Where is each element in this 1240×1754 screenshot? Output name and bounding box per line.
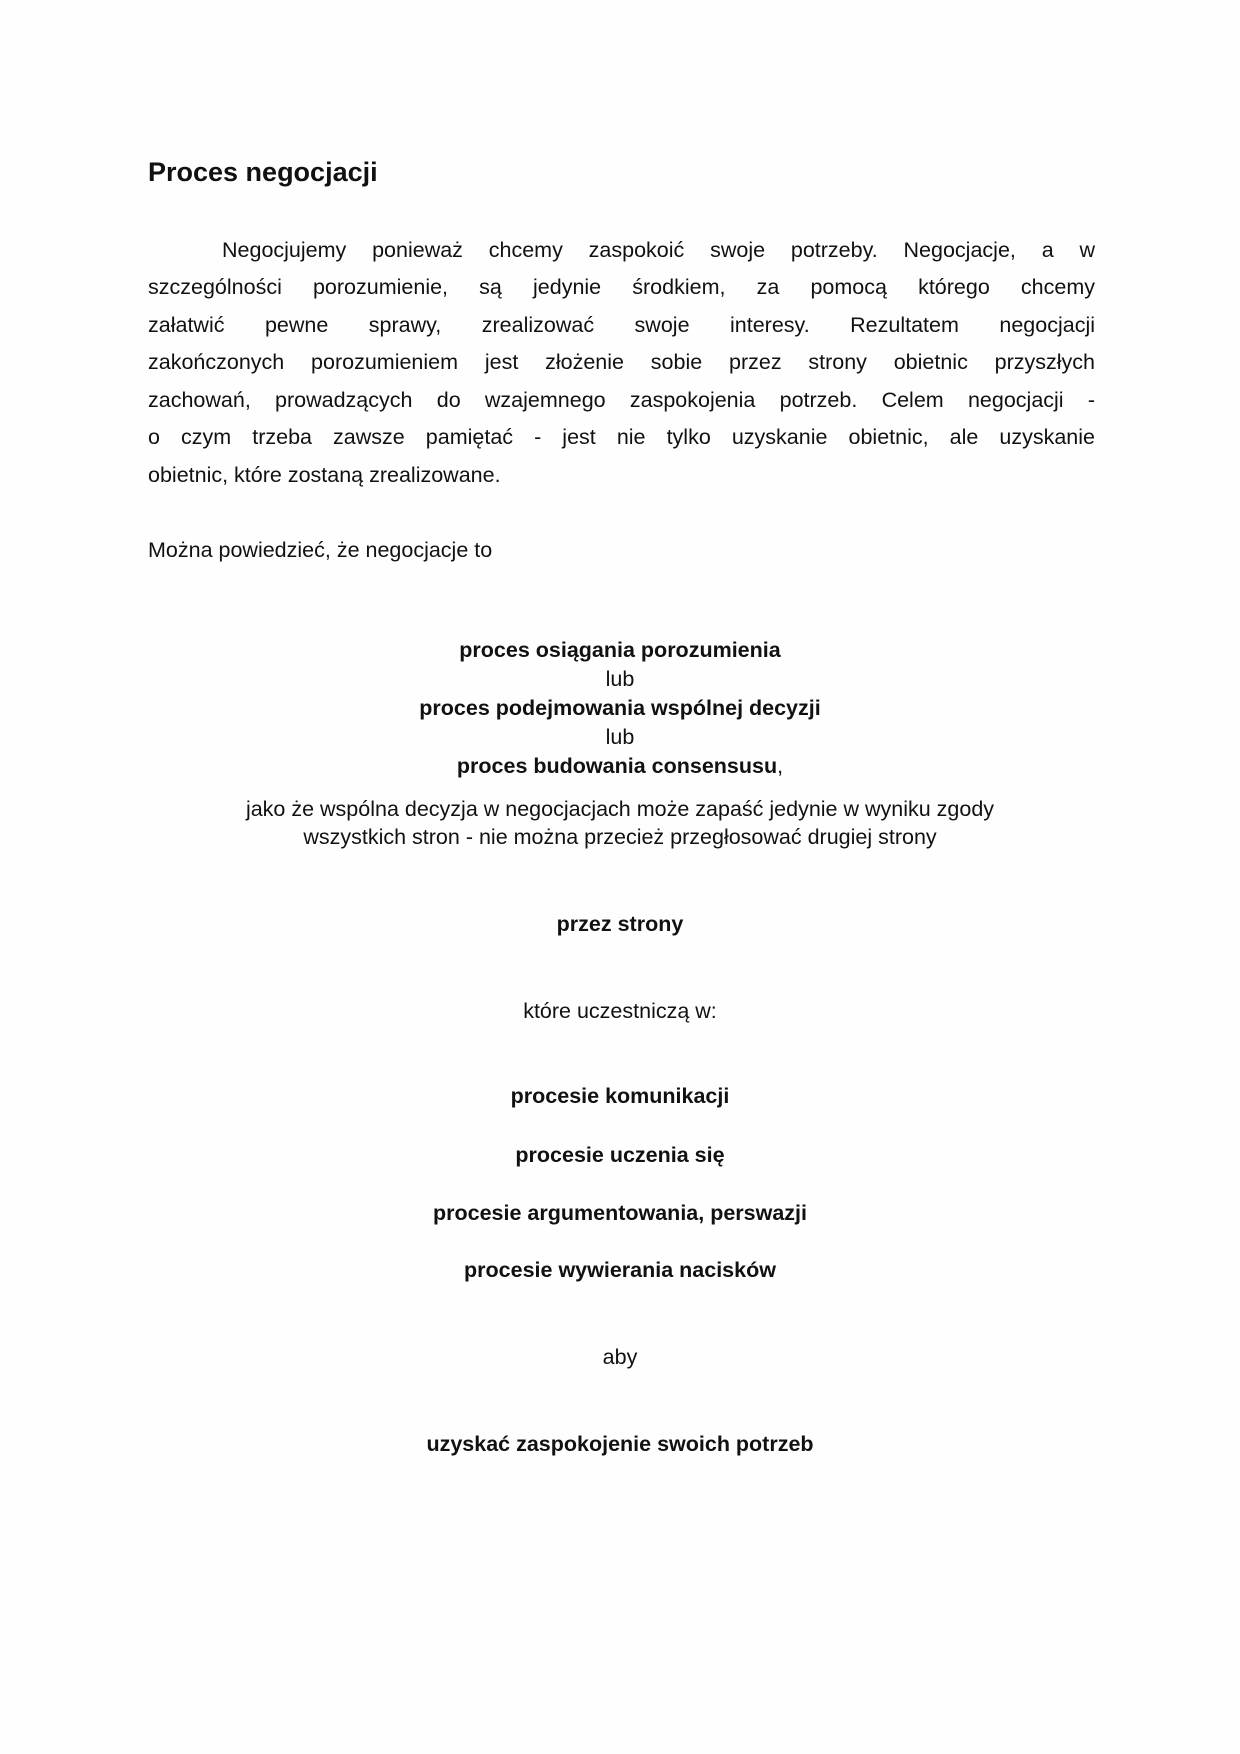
in-order-to-text: aby <box>602 1345 638 1369</box>
paragraph-line: zakończonych porozumieniem jest złożenie sobie przez strony obietnic przyszłych <box>148 350 1095 374</box>
page-title: Proces negocjacji <box>148 157 378 187</box>
or-separator: lub <box>605 667 635 691</box>
definition-3-comma: , <box>777 754 784 778</box>
definition-3: proces budowania consensusu <box>456 754 778 778</box>
process-item: procesie wywierania nacisków <box>464 1258 776 1282</box>
goal-text: uzyskać zaspokojenie swoich potrzeb <box>426 1432 814 1456</box>
paragraph-line: o czym trzeba zawsze pamiętać - jest nie tylko uzyskanie obietnic, ale uzyskanie <box>148 425 1095 449</box>
definition-1: proces osiągania porozumienia <box>459 638 781 662</box>
paragraph-line: załatwić pewne sprawy, zrealizować swoje interesy. Rezultatem negocjacji <box>148 313 1095 337</box>
paragraph-line: obietnic, które zostaną zrealizowane. <box>148 463 501 487</box>
explanation-line: wszystkich stron - nie można przecież przegłosować drugiej strony <box>303 825 937 849</box>
by-parties-text: przez strony <box>556 912 684 936</box>
paragraph-line: szczególności porozumienie, są jedynie środkiem, za pomocą którego chcemy <box>148 275 1095 299</box>
paragraph-line: zachowań, prowadzących do wzajemnego zaspokojenia potrzeb. Celem negocjacji - <box>148 388 1095 412</box>
or-separator: lub <box>605 725 635 749</box>
definition-2: proces podejmowania wspólnej decyzji <box>419 696 821 720</box>
process-item: procesie argumentowania, perswazji <box>433 1201 807 1225</box>
process-item: procesie uczenia się <box>515 1143 725 1167</box>
process-item: procesie komunikacji <box>510 1084 730 1108</box>
definition-3-line <box>0 752 1240 780</box>
paragraph-line: Negocjujemy ponieważ chcemy zaspokoić swoje potrzeby. Negocjacje, a w <box>222 238 1095 262</box>
lead-in-text: Można powiedzieć, że negocjacje to <box>148 538 493 562</box>
explanation-line: jako że wspólna decyzja w negocjacjach może zapaść jedynie w wyniku zgody <box>245 797 995 821</box>
participate-in-text: które uczestniczą w: <box>523 999 717 1023</box>
